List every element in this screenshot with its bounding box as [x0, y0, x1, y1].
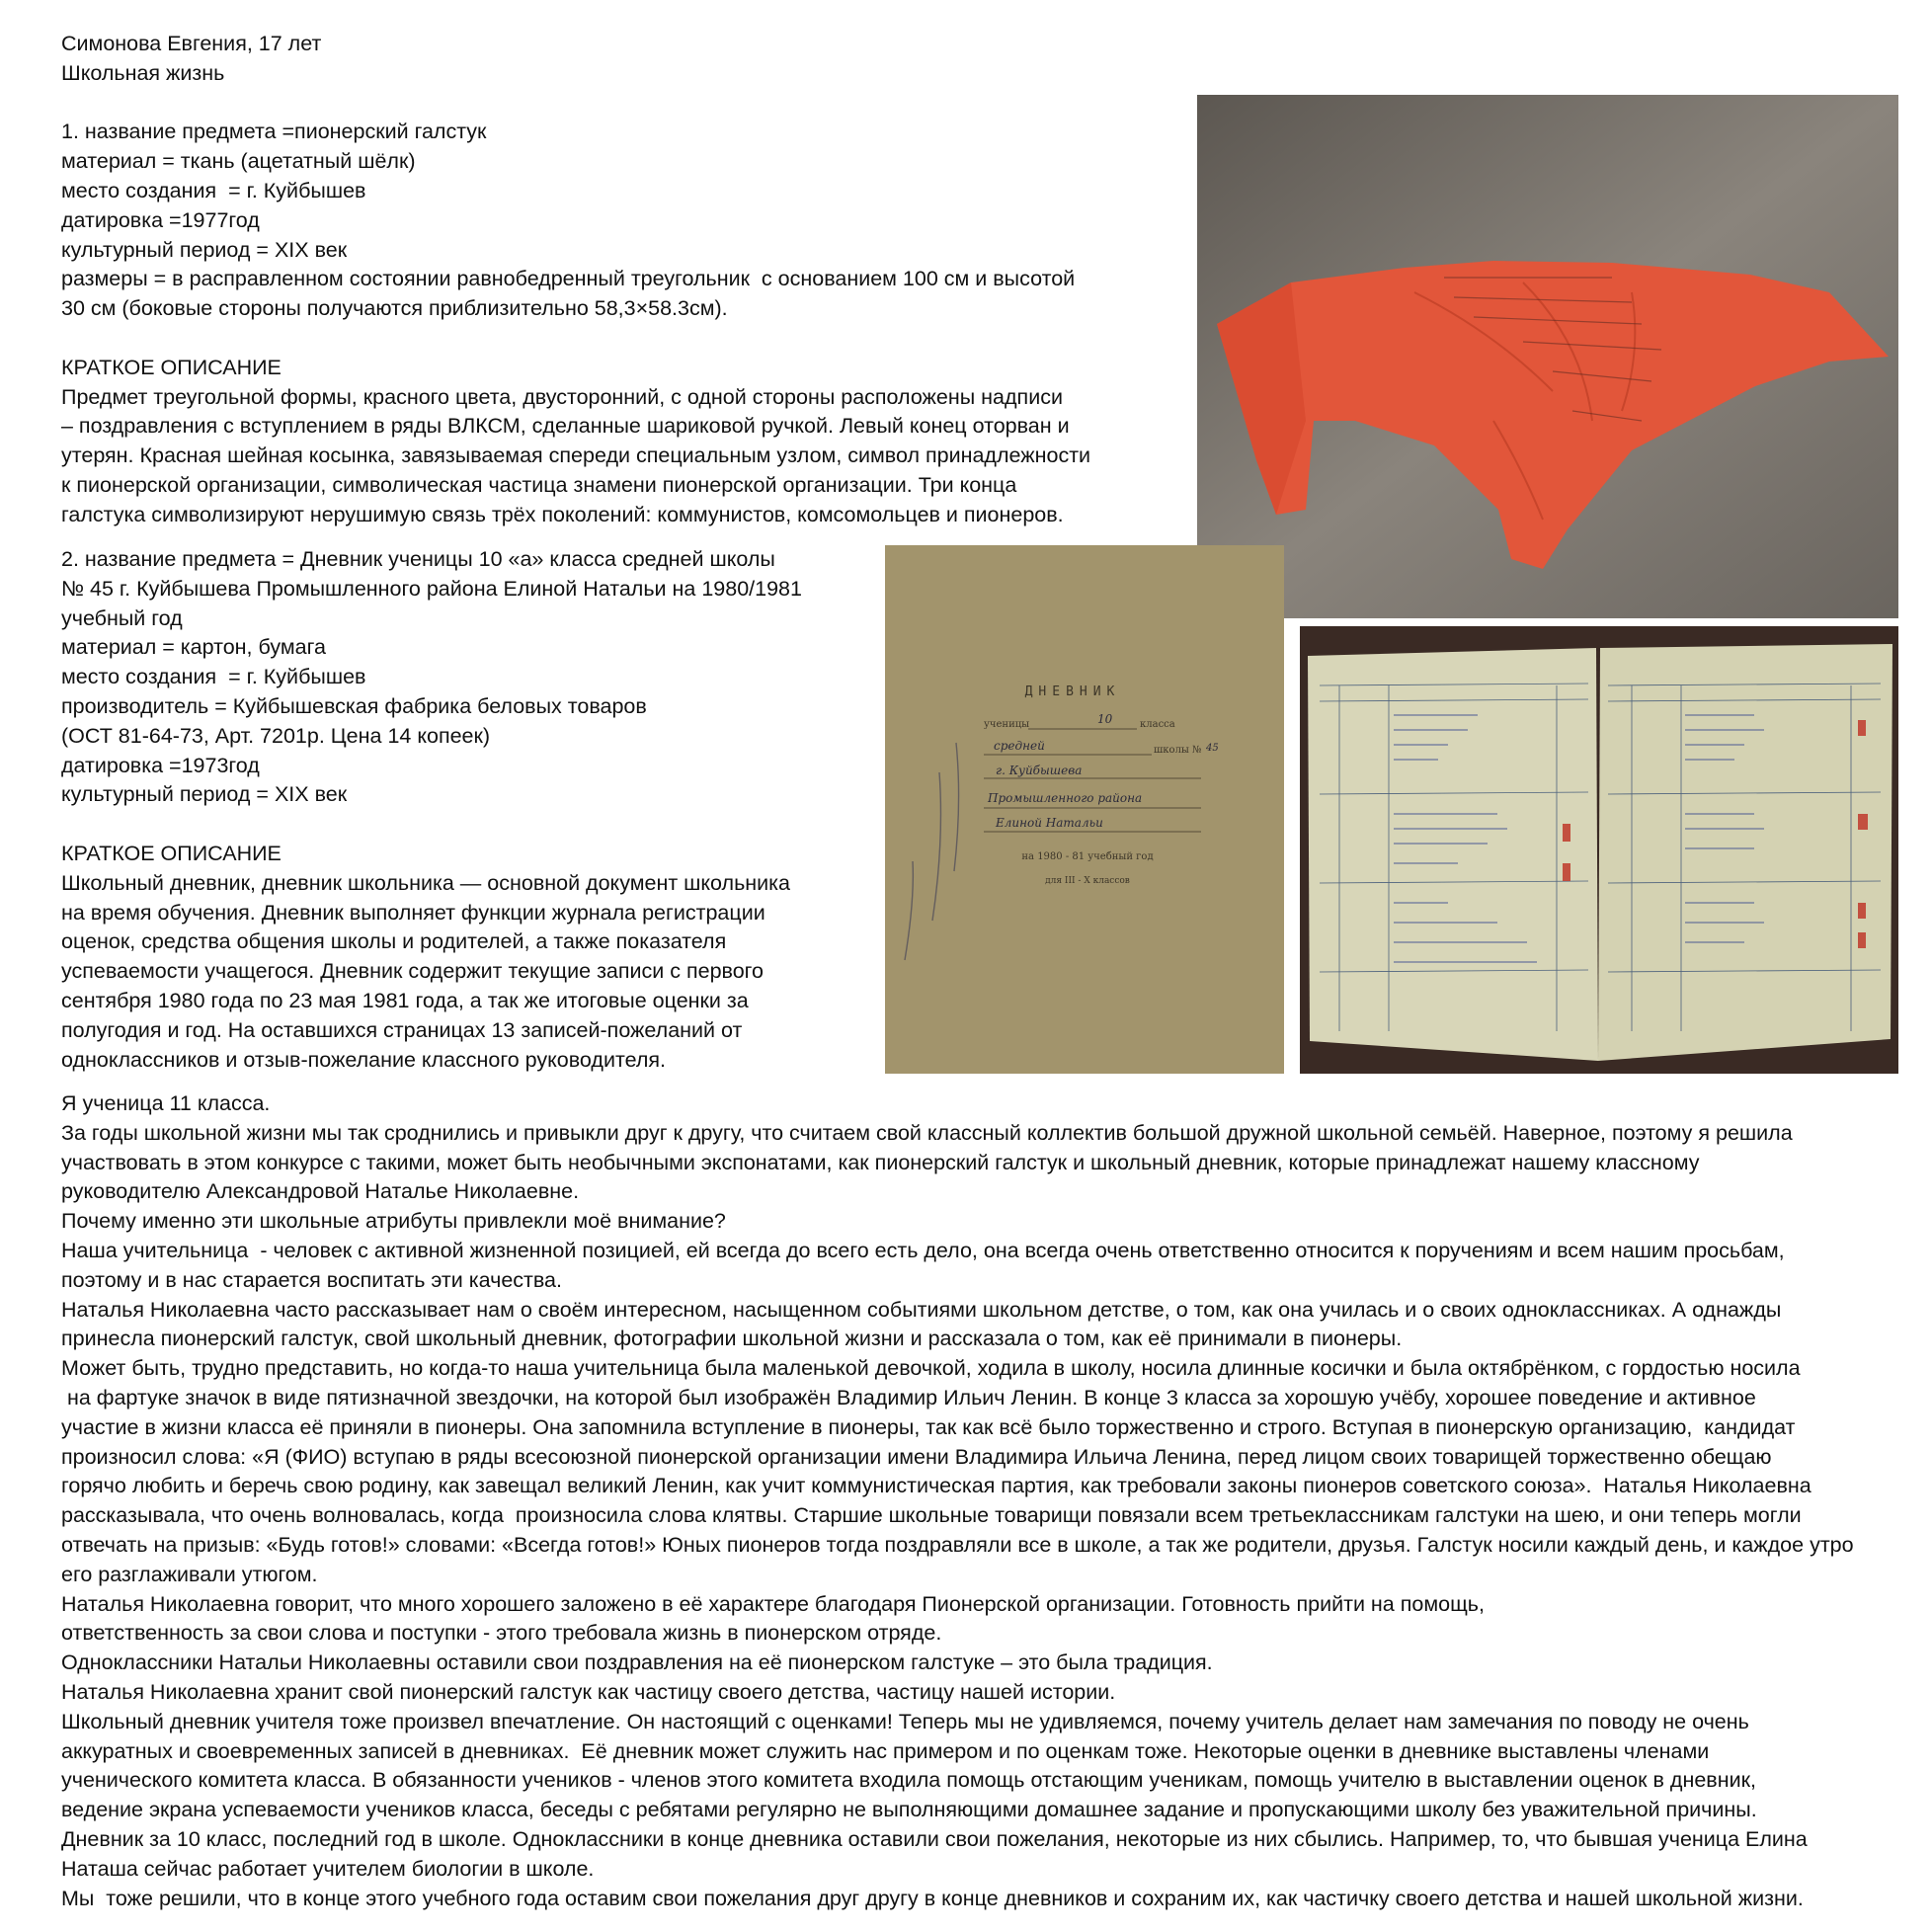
essay-line: участие в жизни класса её приняли в пионеры. Она запомнила вступление в пионеры, так как всё было торжественно и строго. Вступая в пионерскую организацию, кандидат [61, 1414, 1796, 1439]
essay-line: Мы тоже решили, что в конце этого учебного года оставим свои пожелания друг другу в конце дневников и сохраним их, как частичку своего детства и нашей школьной жизни. [61, 1886, 1804, 1910]
cover-year: на 1980 - 81 учебный год [1021, 851, 1154, 862]
item1-name: 1. название предмета =пионерский галстук [61, 120, 487, 144]
item2-desc-line: одноклассников и отзыв-пожелание классного руководителя. [61, 1047, 666, 1072]
cover-classes: для III - X классов [1045, 876, 1130, 886]
essay-line: ведение экрана успеваемости учеников класса, беседы с ребятами регулярно не выполняющими домашнее задание и пропускающими школу без уважительной причины. [61, 1798, 1757, 1822]
essay-line: на фартуке значок в виде пятизначной звездочки, на которой был изображён Владимир Ильич Ленин. В конце 3 класса за хорошую учёбу, хорошее поведение и активное [61, 1385, 1756, 1409]
item2-desc-line: на время обучения. Дневник выполняет функции журнала регистрации [61, 900, 765, 925]
item2-desc-line: полугодия и год. На оставшихся страницах 13 записей-пожеланий от [61, 1017, 743, 1042]
item2-desc-line: Школьный дневник, дневник школьника — основной документ школьника [61, 870, 790, 895]
item1-desc-line: галстука символизируют нерушимую связь трёх поколений: коммунистов, комсомольцев и пионеров. [61, 502, 1064, 526]
pioneer-tie-photo [1197, 95, 1898, 618]
essay-line: поэтому и в нас старается воспитать эти качества. [61, 1267, 562, 1292]
cover-school: средней [994, 739, 1045, 753]
item1-place: место создания = г. Куйбышев [61, 178, 366, 202]
essay-line: Одноклассники Натальи Николаевны оставили свои поздравления на её пионерском галстуке – это была традиция. [61, 1650, 1213, 1675]
item1-size-line: 30 см (боковые стороны получаются приблизительно 58,3×58.3см). [61, 296, 728, 321]
cover-city: г. Куйбышева [996, 764, 1083, 777]
essay-line: Может быть, трудно представить, но когда-то наша учительница была маленькой девочкой, ходила в школу, носила длинные косички и была октябрёнком, с гордостью носила [61, 1356, 1801, 1381]
cover-district: Промышленного района [988, 791, 1143, 805]
item2-name-line: 2. название предмета = Дневник ученицы 10 «а» класса средней школы [61, 547, 775, 571]
essay-block [61, 1089, 1898, 1913]
item2-desc-heading: КРАТКОЕ ОПИСАНИЕ [61, 841, 282, 865]
item2-desc-line: оценок, средства общения школы и родителей, а также показателя [61, 929, 727, 954]
item2-desc-line: успеваемости учащегося. Дневник содержит текущие записи с первого [61, 959, 765, 984]
item1-period: культурный период = XIX век [61, 237, 348, 262]
item1-date: датировка =1977год [61, 207, 260, 232]
diary-pages-photo [1300, 626, 1898, 1074]
essay-line: Я ученица 11 класса. [61, 1091, 271, 1115]
essay-line: принесла пионерский галстук, свой школьный дневник, фотографии школьной жизни и рассказала о том, как её принимали в пионеры. [61, 1327, 1403, 1351]
item2-period: культурный период = XIX век [61, 782, 348, 807]
essay-line: Почему именно эти школьные атрибуты привлекли моё внимание? [61, 1209, 726, 1234]
essay-line: Школьный дневник учителя тоже произвел впечатление. Он настоящий с оценками! Теперь мы не удивляемся, почему учитель делает нам замечания по поводу не очень [61, 1709, 1749, 1733]
item2-material: материал = картон, бумага [61, 635, 326, 660]
essay-line: аккуратных и своевременных записей в дневниках. Её дневник может служить нас примером и по оценкам тоже. Некоторые оценки в дневнике выставлены членами [61, 1738, 1710, 1763]
item2-place: место создания = г. Куйбышев [61, 665, 366, 689]
essay-line: ответственность за свои слова и поступки - этого требовала жизнь в пионерском отряде. [61, 1621, 942, 1646]
item1-desc-line: утерян. Красная шейная косынка, завязываемая спереди специальным узлом, символ принадлежности [61, 443, 1091, 468]
cover-grade: 10 [1097, 712, 1113, 726]
essay-line: горячо любить и беречь свою родину, как завещал великий Ленин, как учит коммунистическая партия, как требовали законы пионеров советского союза». Наталья Николаевна [61, 1474, 1811, 1498]
item2-date: датировка =1973год [61, 753, 260, 777]
essay-line: Наша учительница - человек с активной жизненной позицией, ей всегда до всего есть дело, она всегда очень ответственно относится к поручениям и всем нашим просьбам, [61, 1238, 1785, 1262]
item2-ost: (ОСТ 81-64-73, Арт. 7201р. Цена 14 копеек) [61, 723, 491, 748]
item2-name-line: учебный год [61, 605, 183, 630]
text-block-item2 [61, 545, 871, 1075]
diary-cover-photo [885, 545, 1284, 1074]
essay-line: руководителю Александровой Наталье Николаевне. [61, 1179, 580, 1204]
essay-line: рассказывала, что очень волновалась, когда произносила слова клятвы. Старшие школьные товарищи повязали всем третьеклассникам галстуки на шею, и они теперь могли [61, 1503, 1802, 1528]
item1-size-line: размеры = в расправленном состоянии равнобедренный треугольник с основанием 100 см и высотой [61, 267, 1076, 291]
svg-text:школы №: школы № [1154, 745, 1202, 756]
item1-desc-heading: КРАТКОЕ ОПИСАНИЕ [61, 355, 282, 379]
essay-line: ученического комитета класса. В обязанности учеников - членов этого комитета входила помощь отстающим ученикам, помощь учителю в выставлении оценок в дневник, [61, 1768, 1756, 1793]
essay-line: Наталья Николаевна говорит, что много хорошего заложено в её характере благодаря Пионерской организации. Готовность прийти на помощь, [61, 1591, 1485, 1616]
cover-school-no: 45 [1206, 743, 1219, 754]
item1-desc-line: к пионерской организации, символическая частица знамени пионерской организации. Три конца [61, 472, 1017, 497]
svg-text:ученицы: ученицы [984, 719, 1030, 730]
item1-desc-line: – поздравления с вступлением в ряды ВЛКСМ, сделанные шариковой ручкой. Левый конец оторван и [61, 414, 1070, 439]
essay-line: За годы школьной жизни мы так сроднились и привыкли друг к другу, что считаем свой классный коллектив большой дружной школьной семьёй. Наверное, поэтому я решила [61, 1120, 1793, 1145]
essay-line: Дневник за 10 класс, последний год в школе. Одноклассники в конце дневника оставили свои пожелания, некоторые из них сбылись. Например, то, что бывшая ученица Елина [61, 1826, 1808, 1851]
item2-name-line: № 45 г. Куйбышева Промышленного района Елиной Натальи на 1980/1981 [61, 576, 802, 601]
essay-line: участвовать в этом конкурсе с такими, может быть необычными экспонатами, как пионерский галстук и школьный дневник, которые принадлежат нашему классному [61, 1150, 1700, 1174]
essay-line: его разглаживали утюгом. [61, 1562, 318, 1586]
essay-line: Наталья Николаевна часто рассказывает нам о своём интересном, насыщенном событиями школьном детстве, о том, как она училась и о своих одноклассниках. А однажды [61, 1297, 1782, 1322]
essay-line: отвечать на призыв: «Будь готов!» словами: «Всегда готов!» Юных пионеров тогда поздравляли все в школе, а так же родители, друзья. Галстук носили каждый день, и каждое утро [61, 1532, 1854, 1557]
essay-line: Наташа сейчас работает учителем биологии в школе. [61, 1856, 595, 1881]
item1-material: материал = ткань (ацетатный шёлк) [61, 149, 416, 174]
item2-desc-line: сентября 1980 года по 23 мая 1981 года, а так же итоговые оценки за [61, 988, 749, 1012]
author-line: Симонова Евгения, 17 лет [61, 32, 322, 55]
essay-title: Школьная жизнь [61, 60, 225, 85]
text-block-item1 [61, 30, 1187, 530]
cover-title: ДНЕВНИК [1024, 684, 1121, 699]
essay-line: произносил слова: «Я (ФИО) вступаю в ряды всесоюзной пионерской организации имени Владимира Ильича Ленина, перед лицом своих товарищей торжественно обещаю [61, 1444, 1772, 1469]
item2-producer: производитель = Куйбышевская фабрика беловых товаров [61, 693, 647, 718]
svg-text:класса: класса [1140, 719, 1175, 730]
item1-desc-line: Предмет треугольной формы, красного цвета, двусторонний, с одной стороны расположены надписи [61, 384, 1063, 409]
cover-name: Елиной Натальи [996, 816, 1103, 830]
essay-line: Наталья Николаевна хранит свой пионерский галстук как частицу своего детства, частицу нашей истории. [61, 1679, 1116, 1704]
